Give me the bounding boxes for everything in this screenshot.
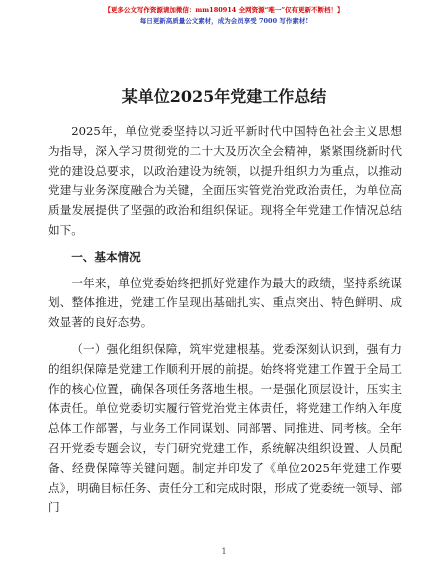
- page-number: 1: [221, 547, 227, 556]
- organization-guarantee-paragraph: （一）强化组织保障，筑牢党建根基。党委深刻认识到，强有力的组织保障是党建工作顺利开展的前提。始终将党建工作置于全局工作的核心位置，确保各项任务落地生根。一是强化顶层设计，压实主体责任。单位党委切实履行管党治党主体责任，将党建工作纳入年度总体工作部署，与业务工作同谋划、同部署、同推进、同考核。全年召开党委专题会议，专门研究党建工作，系统解决组织设置、人员配备、经费保障等关键问题。制定并印发了《单位2025年党建工作要点》，明确目标任务、责任分工和完成时限，形成了党委统一领导、部门: [48, 341, 402, 515]
- promo-banner-line-2: 每日更新高质量公文素材，成为会员享受 7000 写作素材!: [139, 17, 309, 25]
- document-body: [48, 122, 402, 518]
- section-heading-basic-situation: 一、基本情况: [71, 249, 141, 264]
- intro-paragraph: 2025年，单位党委坚持以习近平新时代中国特色社会主义思想为指导，深入学习贯彻党的二十大及历次全会精神，紧紧围绕新时代党的建设总要求，以政治建设为统领，以提升组织力为重点，以推动党建与业务深度融合为关键，全面压实管党治党政治责任，为单位高质量发展提供了坚强的政治和组织保证。现将全年党建工作情况总结如下。: [48, 124, 402, 237]
- promo-banner-line-1: 【更多公文写作资源请加微信：mm180914 全网资源“唯一”仅有更新不断档！】: [104, 6, 344, 14]
- overview-paragraph: 一年来，单位党委始终把抓好党建作为最大的政绩，坚持系统谋划、整体推进，党建工作呈现出基础扎实、重点突出、特色鲜明、成效显著的良好态势。: [48, 275, 402, 330]
- document-title: 某单位2025年党建工作总结: [121, 87, 327, 106]
